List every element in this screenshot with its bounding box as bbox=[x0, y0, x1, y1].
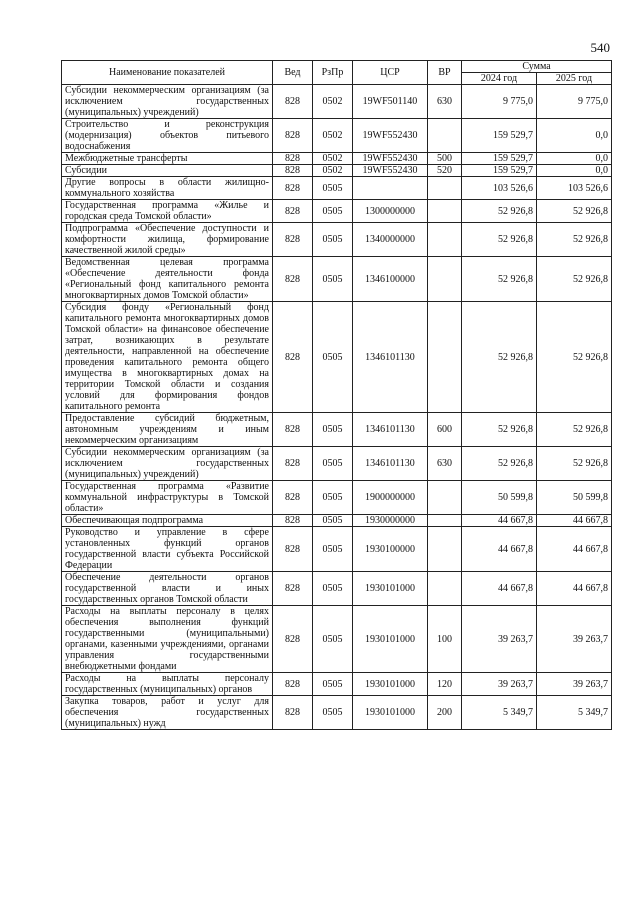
cell-csr: 1346100000 bbox=[353, 257, 428, 302]
cell-csr: 19WF552430 bbox=[353, 119, 428, 153]
cell-rzpr: 0502 bbox=[313, 85, 353, 119]
cell-2024: 52 926,8 bbox=[462, 413, 537, 447]
cell-ved: 828 bbox=[273, 515, 313, 527]
cell-2025: 52 926,8 bbox=[537, 413, 612, 447]
cell-2025: 52 926,8 bbox=[537, 200, 612, 223]
cell-name: Ведомственная целевая программа «Обеспечение деятельности фонда «Региональный фонд капитального ремонта многоквартирных домов Томской области» bbox=[62, 257, 273, 302]
cell-name: Субсидия фонду «Региональный фонд капитального ремонта многоквартирных домов Томской области» на финансовое обеспечение затрат, возникающих в результате деятельности, направленной на обеспечение проведения капитального ремонта общего имущества в многоквартирных домах на территории Томской области и создания условий для формирования фондов капитального ремонта bbox=[62, 302, 273, 413]
table-row bbox=[62, 153, 612, 165]
cell-2024: 44 667,8 bbox=[462, 572, 537, 606]
cell-csr: 1346101130 bbox=[353, 413, 428, 447]
cell-rzpr: 0505 bbox=[313, 223, 353, 257]
cell-vr: 120 bbox=[428, 673, 462, 696]
cell-name: Межбюджетные трансферты bbox=[62, 153, 273, 165]
cell-2024: 9 775,0 bbox=[462, 85, 537, 119]
header-ved: Вед bbox=[273, 61, 313, 85]
cell-2024: 44 667,8 bbox=[462, 527, 537, 572]
cell-name: Обеспечение деятельности органов государственной власти и иных государственных органов Томской области bbox=[62, 572, 273, 606]
cell-rzpr: 0505 bbox=[313, 572, 353, 606]
cell-rzpr: 0502 bbox=[313, 119, 353, 153]
table-row bbox=[62, 515, 612, 527]
cell-rzpr: 0505 bbox=[313, 527, 353, 572]
cell-csr: 19WF552430 bbox=[353, 165, 428, 177]
cell-rzpr: 0505 bbox=[313, 177, 353, 200]
cell-vr bbox=[428, 302, 462, 413]
cell-csr: 1930101000 bbox=[353, 696, 428, 730]
cell-2024: 159 529,7 bbox=[462, 119, 537, 153]
cell-vr bbox=[428, 177, 462, 200]
cell-2024: 159 529,7 bbox=[462, 165, 537, 177]
cell-ved: 828 bbox=[273, 153, 313, 165]
cell-2024: 52 926,8 bbox=[462, 302, 537, 413]
table-row bbox=[62, 302, 612, 413]
cell-ved: 828 bbox=[273, 673, 313, 696]
table-row bbox=[62, 606, 612, 673]
cell-rzpr: 0505 bbox=[313, 447, 353, 481]
cell-ved: 828 bbox=[273, 119, 313, 153]
header-year-2025: 2025 год bbox=[537, 73, 612, 85]
table-header bbox=[62, 61, 612, 85]
cell-vr bbox=[428, 200, 462, 223]
cell-rzpr: 0505 bbox=[313, 673, 353, 696]
page-number: 540 bbox=[590, 40, 610, 55]
cell-csr: 1930101000 bbox=[353, 606, 428, 673]
table-row bbox=[62, 447, 612, 481]
cell-2025: 52 926,8 bbox=[537, 223, 612, 257]
table-row bbox=[62, 177, 612, 200]
cell-2025: 9 775,0 bbox=[537, 85, 612, 119]
header-year-2024: 2024 год bbox=[462, 73, 537, 85]
cell-ved: 828 bbox=[273, 606, 313, 673]
cell-2024: 52 926,8 bbox=[462, 447, 537, 481]
table-row bbox=[62, 257, 612, 302]
cell-name: Расходы на выплаты персоналу в целях обеспечения выполнения функций государственными (муниципальными) органами, казенными учреждениями, органами управления государственными внебюджетными фондами bbox=[62, 606, 273, 673]
cell-ved: 828 bbox=[273, 257, 313, 302]
cell-2025: 44 667,8 bbox=[537, 572, 612, 606]
cell-name: Обеспечивающая подпрограмма bbox=[62, 515, 273, 527]
header-rzpr: РзПр bbox=[313, 61, 353, 85]
cell-2025: 52 926,8 bbox=[537, 447, 612, 481]
cell-rzpr: 0505 bbox=[313, 606, 353, 673]
cell-2025: 0,0 bbox=[537, 119, 612, 153]
cell-2024: 52 926,8 bbox=[462, 223, 537, 257]
cell-vr bbox=[428, 223, 462, 257]
cell-ved: 828 bbox=[273, 85, 313, 119]
cell-2024: 39 263,7 bbox=[462, 606, 537, 673]
cell-2024: 52 926,8 bbox=[462, 257, 537, 302]
table-row bbox=[62, 119, 612, 153]
table-row bbox=[62, 481, 612, 515]
cell-name: Подпрограмма «Обеспечение доступности и комфортности жилища, формирование качественной жилой среды» bbox=[62, 223, 273, 257]
cell-2025: 39 263,7 bbox=[537, 673, 612, 696]
cell-vr bbox=[428, 515, 462, 527]
cell-csr: 1930101000 bbox=[353, 673, 428, 696]
cell-2024: 50 599,8 bbox=[462, 481, 537, 515]
cell-2025: 52 926,8 bbox=[537, 257, 612, 302]
cell-2024: 5 349,7 bbox=[462, 696, 537, 730]
table-row bbox=[62, 165, 612, 177]
cell-rzpr: 0505 bbox=[313, 515, 353, 527]
cell-ved: 828 bbox=[273, 413, 313, 447]
cell-vr: 630 bbox=[428, 85, 462, 119]
cell-csr: 1930100000 bbox=[353, 527, 428, 572]
cell-ved: 828 bbox=[273, 165, 313, 177]
cell-rzpr: 0505 bbox=[313, 413, 353, 447]
table-row bbox=[62, 223, 612, 257]
budget-table bbox=[61, 60, 612, 730]
cell-name: Субсидии некоммерческим организациям (за исключением государственных (муниципальных) учреждений) bbox=[62, 447, 273, 481]
cell-rzpr: 0505 bbox=[313, 481, 353, 515]
cell-rzpr: 0505 bbox=[313, 200, 353, 223]
cell-ved: 828 bbox=[273, 481, 313, 515]
cell-name: Субсидии bbox=[62, 165, 273, 177]
cell-vr: 200 bbox=[428, 696, 462, 730]
cell-name: Субсидии некоммерческим организациям (за исключением государственных (муниципальных) учреждений) bbox=[62, 85, 273, 119]
cell-csr: 1346101130 bbox=[353, 302, 428, 413]
table-row bbox=[62, 572, 612, 606]
cell-rzpr: 0505 bbox=[313, 696, 353, 730]
cell-vr: 520 bbox=[428, 165, 462, 177]
cell-vr: 100 bbox=[428, 606, 462, 673]
cell-name: Руководство и управление в сфере установленных функций органов государственной власти субъекта Российской Федерации bbox=[62, 527, 273, 572]
cell-2025: 0,0 bbox=[537, 153, 612, 165]
cell-2025: 44 667,8 bbox=[537, 527, 612, 572]
cell-ved: 828 bbox=[273, 572, 313, 606]
cell-name: Предоставление субсидий бюджетным, автономным учреждениям и иным некоммерческим организациям bbox=[62, 413, 273, 447]
cell-name: Государственная программа «Жилье и городская среда Томской области» bbox=[62, 200, 273, 223]
cell-csr: 19WF501140 bbox=[353, 85, 428, 119]
cell-ved: 828 bbox=[273, 447, 313, 481]
cell-rzpr: 0502 bbox=[313, 153, 353, 165]
cell-2024: 44 667,8 bbox=[462, 515, 537, 527]
cell-ved: 828 bbox=[273, 302, 313, 413]
cell-vr bbox=[428, 481, 462, 515]
cell-ved: 828 bbox=[273, 527, 313, 572]
table-row bbox=[62, 696, 612, 730]
header-name: Наименование показателей bbox=[62, 61, 273, 85]
cell-ved: 828 bbox=[273, 223, 313, 257]
cell-vr bbox=[428, 572, 462, 606]
cell-2025: 44 667,8 bbox=[537, 515, 612, 527]
table-row bbox=[62, 85, 612, 119]
table-row bbox=[62, 200, 612, 223]
cell-2024: 159 529,7 bbox=[462, 153, 537, 165]
cell-2024: 103 526,6 bbox=[462, 177, 537, 200]
cell-csr: 19WF552430 bbox=[353, 153, 428, 165]
cell-name: Строительство и реконструкция (модернизация) объектов питьевого водоснабжения bbox=[62, 119, 273, 153]
cell-vr bbox=[428, 527, 462, 572]
cell-vr bbox=[428, 119, 462, 153]
cell-name: Расходы на выплаты персоналу государственных (муниципальных) органов bbox=[62, 673, 273, 696]
cell-name: Другие вопросы в области жилищно-коммунального хозяйства bbox=[62, 177, 273, 200]
cell-name: Закупка товаров, работ и услуг для обеспечения государственных (муниципальных) нужд bbox=[62, 696, 273, 730]
cell-vr: 500 bbox=[428, 153, 462, 165]
cell-csr: 1340000000 bbox=[353, 223, 428, 257]
cell-2025: 39 263,7 bbox=[537, 606, 612, 673]
cell-ved: 828 bbox=[273, 696, 313, 730]
cell-vr bbox=[428, 257, 462, 302]
table-body bbox=[62, 85, 612, 730]
cell-csr: 1900000000 bbox=[353, 481, 428, 515]
cell-2024: 52 926,8 bbox=[462, 200, 537, 223]
cell-csr: 1930000000 bbox=[353, 515, 428, 527]
cell-csr: 1346101130 bbox=[353, 447, 428, 481]
header-csr: ЦСР bbox=[353, 61, 428, 85]
cell-name: Государственная программа «Развитие коммунальной инфраструктуры в Томской области» bbox=[62, 481, 273, 515]
cell-rzpr: 0505 bbox=[313, 302, 353, 413]
header-sum: Сумма bbox=[462, 61, 612, 73]
cell-csr bbox=[353, 177, 428, 200]
cell-csr: 1300000000 bbox=[353, 200, 428, 223]
table-row bbox=[62, 673, 612, 696]
cell-ved: 828 bbox=[273, 200, 313, 223]
cell-2025: 0,0 bbox=[537, 165, 612, 177]
table-row bbox=[62, 413, 612, 447]
cell-rzpr: 0502 bbox=[313, 165, 353, 177]
cell-2024: 39 263,7 bbox=[462, 673, 537, 696]
cell-rzpr: 0505 bbox=[313, 257, 353, 302]
cell-2025: 5 349,7 bbox=[537, 696, 612, 730]
cell-2025: 103 526,6 bbox=[537, 177, 612, 200]
cell-csr: 1930101000 bbox=[353, 572, 428, 606]
cell-2025: 52 926,8 bbox=[537, 302, 612, 413]
cell-vr: 600 bbox=[428, 413, 462, 447]
table-row bbox=[62, 527, 612, 572]
header-vr: ВР bbox=[428, 61, 462, 85]
cell-2025: 50 599,8 bbox=[537, 481, 612, 515]
cell-vr: 630 bbox=[428, 447, 462, 481]
cell-ved: 828 bbox=[273, 177, 313, 200]
